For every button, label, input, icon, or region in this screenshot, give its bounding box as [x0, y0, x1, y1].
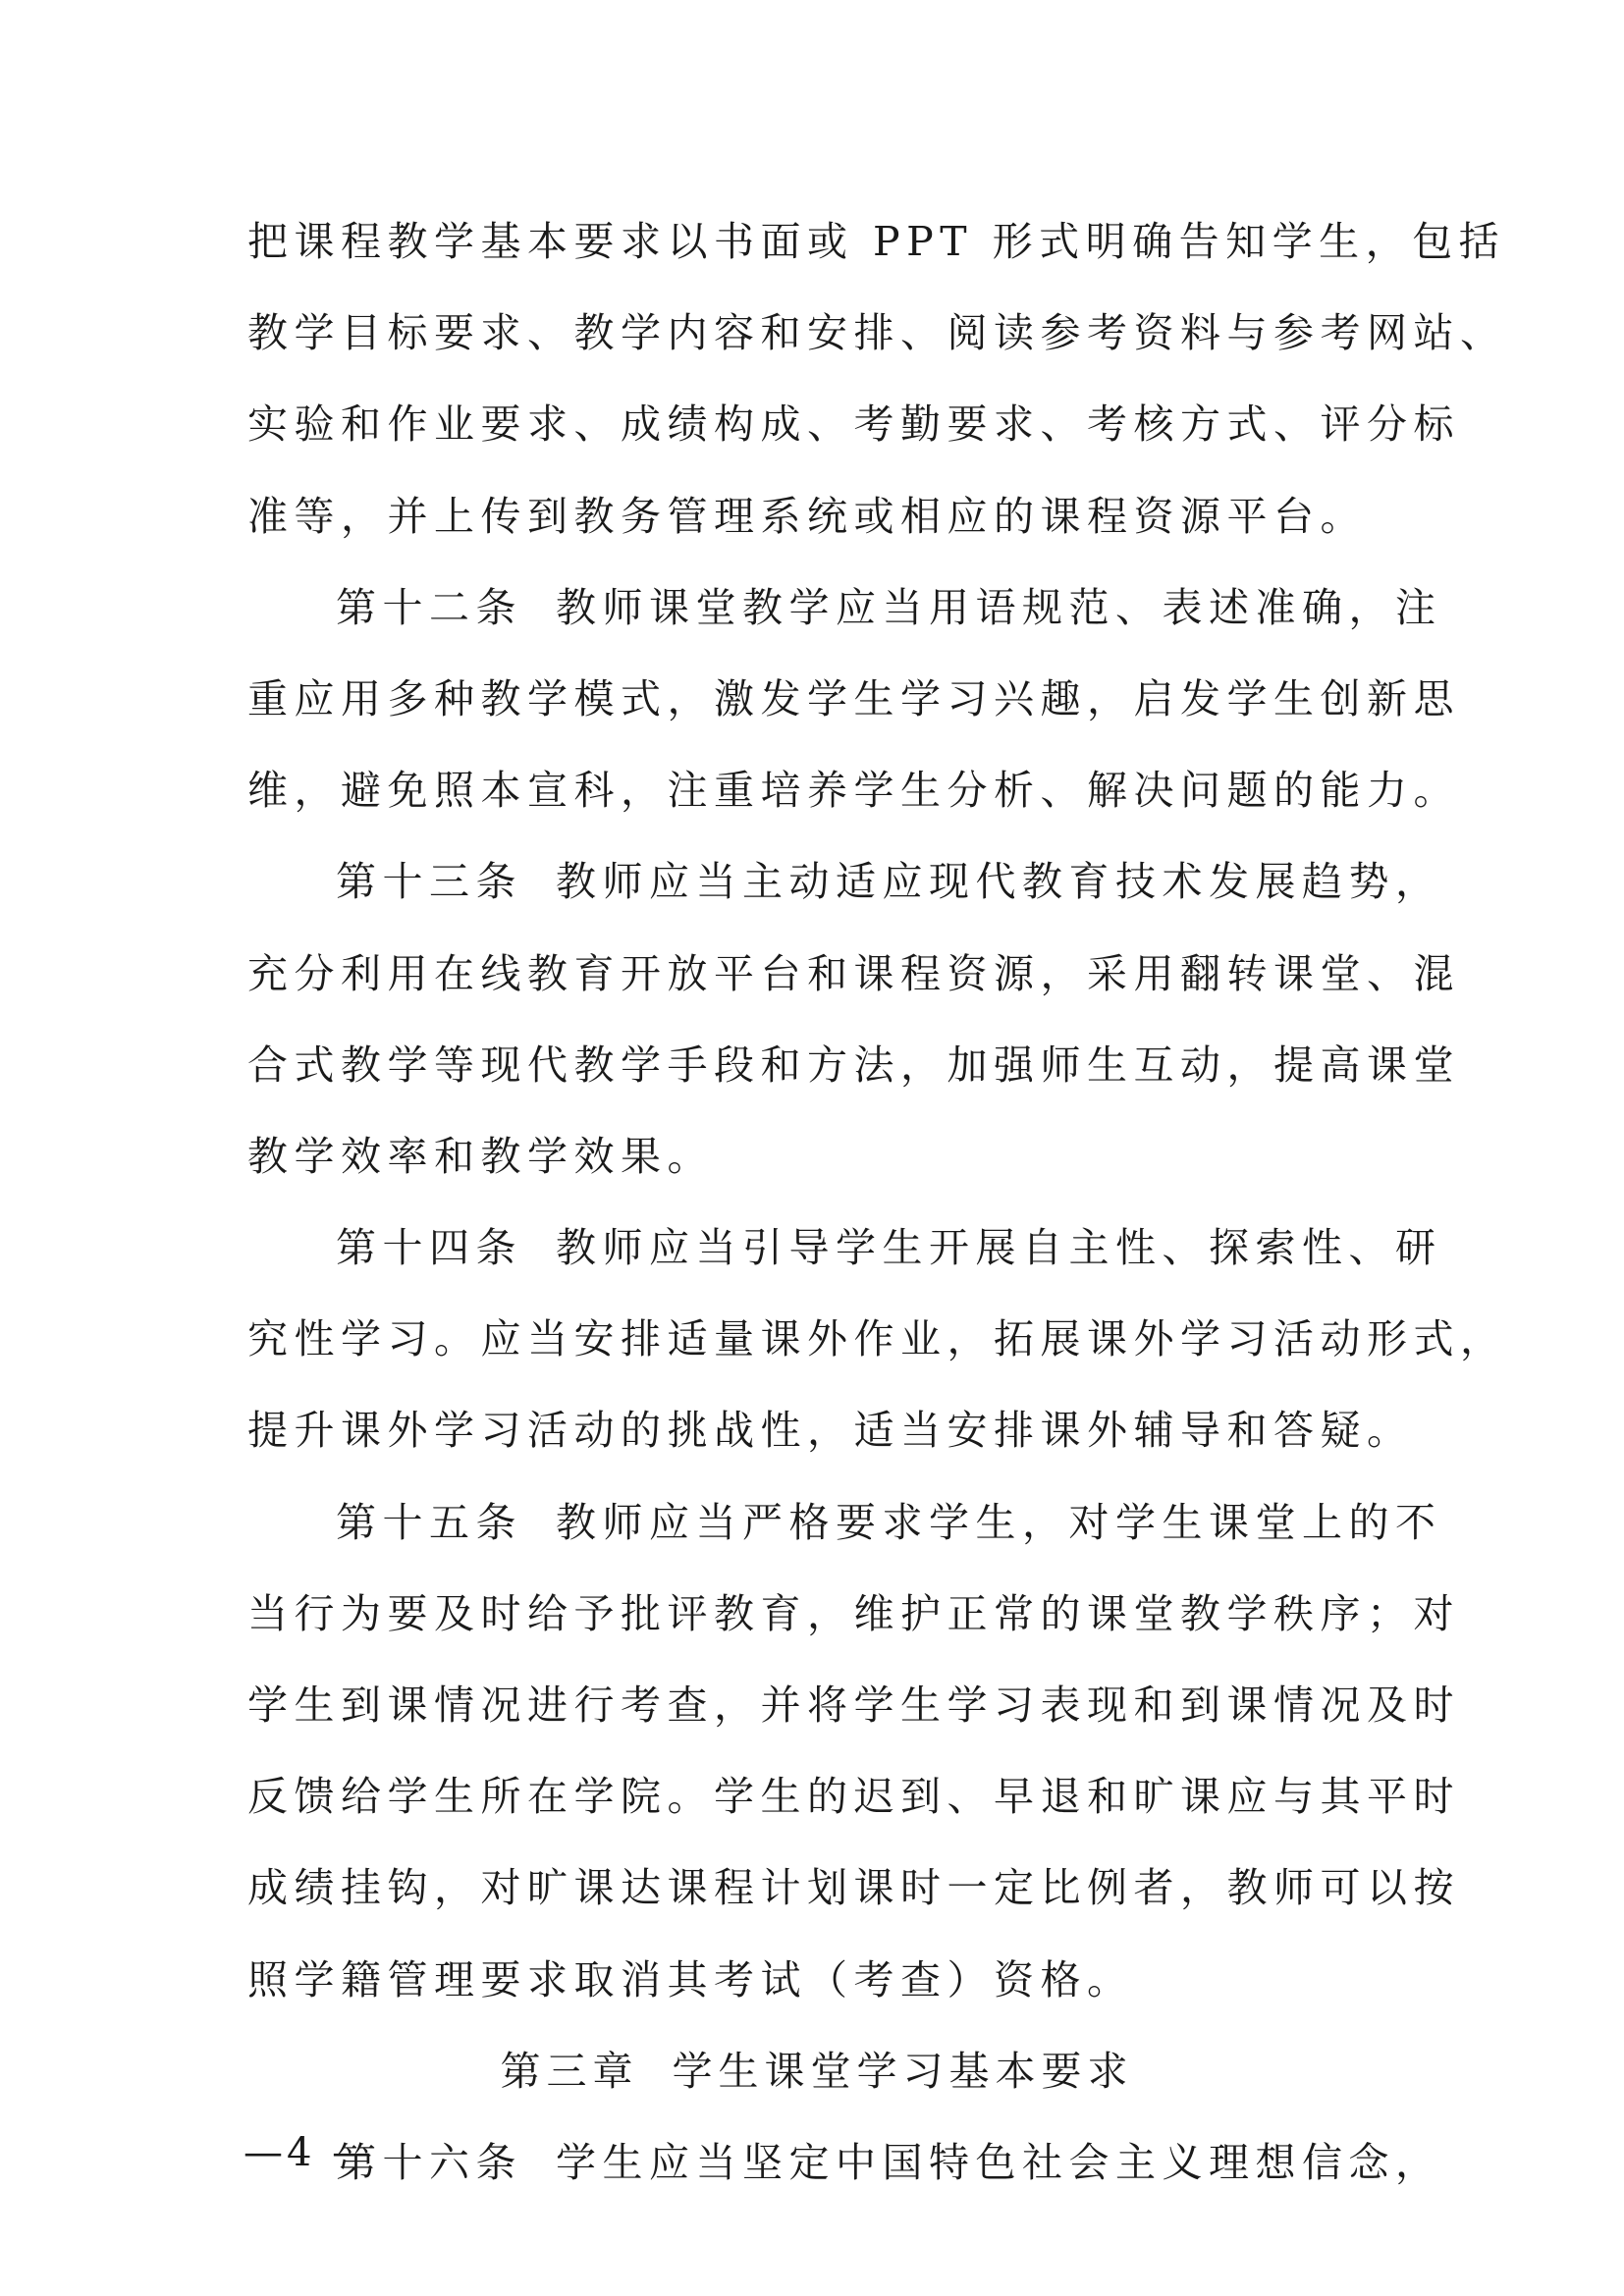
- article-14-text: 教师应当引导学生开展自主性、探索性、研: [556, 1224, 1442, 1272]
- article-12-first-line: [247, 562, 1442, 654]
- page-number: —4 —: [244, 2130, 376, 2175]
- article-14-label: 第十四条: [336, 1224, 522, 1272]
- text-line: 合式教学等现代教学手段和方法，加强师生互动，提高课堂: [247, 1041, 1460, 1089]
- document-body: [247, 196, 1507, 2209]
- article-15-first-line: [247, 1477, 1442, 1569]
- text-line: 提升课外学习活动的挑战性，适当安排课外辅导和答疑。: [247, 1407, 1414, 1455]
- text-line: 究性学习。应当安排适量课外作业，拓展课外学习活动形式，: [247, 1315, 1507, 1363]
- chapter-heading: [247, 2026, 1386, 2117]
- article-14-first-line: [247, 1202, 1442, 1294]
- text-line: 教学效率和教学效果。: [247, 1132, 714, 1180]
- article-12-label: 第十二条: [336, 583, 522, 631]
- text-line: 教学目标要求、教学内容和安排、阅读参考资料与参考网站、: [247, 309, 1507, 357]
- text-line: 当行为要及时给予批评教育，维护正常的课堂教学秩序；对: [247, 1589, 1460, 1637]
- article-16-first-line: [247, 2117, 1442, 2209]
- article-13-first-line: [247, 836, 1442, 928]
- article-13-text: 教师应当主动适应现代教育技术发展趋势，: [556, 858, 1442, 906]
- text-line: 成绩挂钩，对旷课达课程计划课时一定比例者，教师可以按: [247, 1864, 1460, 1912]
- text-line: 照学籍管理要求取消其考试（考查）资格。: [247, 1955, 1134, 2003]
- chapter-title: 学生课堂学习基本要求: [672, 2047, 1134, 2095]
- article-12-text: 教师课堂教学应当用语规范、表述准确，注: [556, 583, 1442, 631]
- article-16-label: 第十六条: [336, 2138, 522, 2186]
- article-16-text: 学生应当坚定中国特色社会主义理想信念，: [556, 2138, 1442, 2186]
- text-line: 准等，并上传到教务管理系统或相应的课程资源平台。: [247, 492, 1367, 540]
- text-line: 把课程教学基本要求以书面或 PPT 形式明确告知学生，包括: [247, 218, 1506, 265]
- text-line: 实验和作业要求、成绩构成、考勤要求、考核方式、评分标: [247, 400, 1460, 449]
- article-13-label: 第十三条: [336, 858, 522, 906]
- text-line: 充分利用在线教育开放平台和课程资源，采用翻转课堂、混: [247, 949, 1460, 997]
- article-15-label: 第十五条: [336, 1498, 522, 1546]
- text-line: 反馈给学生所在学院。学生的迟到、早退和旷课应与其平时: [247, 1773, 1460, 1821]
- text-line: 维，避免照本宣科，注重培养学生分析、解决问题的能力。: [247, 767, 1460, 815]
- article-15-text: 教师应当严格要求学生，对学生课堂上的不: [556, 1498, 1442, 1546]
- text-line: 重应用多种教学模式，激发学生学习兴趣，启发学生创新思: [247, 674, 1460, 722]
- chapter-label: 第三章: [500, 2047, 639, 2095]
- text-line: 学生到课情况进行考查，并将学生学习表现和到课情况及时: [247, 1682, 1460, 1729]
